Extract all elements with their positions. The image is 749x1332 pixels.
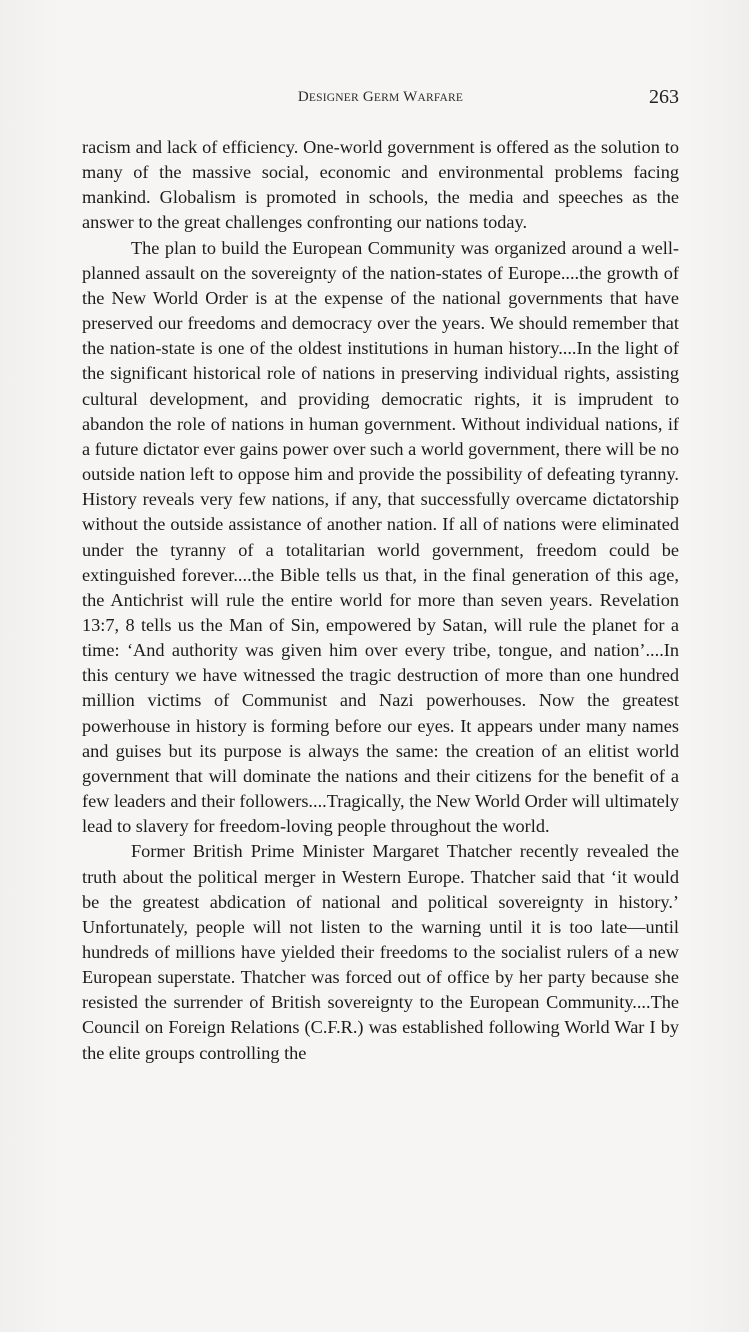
title-initial: W — [403, 89, 418, 105]
paragraph: racism and lack of efficiency. One-world government is offered as the solution to many of the massive social, economic and environmental problems facing mankind. Globalism is promoted in schools, the media and speeches as the answer to the great challenges confronting our nations today. — [82, 137, 679, 233]
paragraph: The plan to build the European Community was organized around a well-planned assault on the sovereignty of the nation-states of Europe....the growth of the New World Order is at the expense of the national governments that have preserved our freedoms and democracy over the years. We should remember that the nation-state is one of the oldest institutions in human history....In the light of the significant historical role of nations in preserving individual rights, assisting cultural development, and providing democratic rights, it is imprudent to abandon the role of nations in human government. Without individual nations, if a future dictator ever gains power over such a world government, there will be no outside nation left to oppose him and provide the possibility of defeating tyranny. History reveals very few nations, if any, that successfully overcame dictatorship without the outside assistance of another nation. If all of nations were eliminated under the tyranny of a totalitarian world government, freedom could be extinguished forever....the Bible tells us that, in the final generation of this age, the Antichrist will rule the entire world for more than seven years. Revelation 13:7, 8 tells us the Man of Sin, empowered by Satan, will rule the planet for a time: ‘And authority was given him over every tribe, tongue, and nation’....In this century we have witnessed the tragic destruction of more than one hundred million victims of Communist and Nazi powerhouses. Now the greatest powerhouse in history is forming before our eyes. It appears under many names and guises but its purpose is always the same: the creation of an elitist world government that will dominate the nations and their citizens for the benefit of a few leaders and their followers....Tragically, the New World Order will ultimately lead to slavery for freedom-loving people throughout the world. — [82, 237, 679, 837]
title-rest: ARFARE — [417, 92, 464, 104]
page-number: 263 — [649, 86, 679, 108]
running-head — [82, 86, 679, 112]
title-rest: ERM — [373, 92, 400, 104]
running-title — [82, 89, 679, 106]
title-rest: ESIGNER — [308, 92, 359, 104]
body-text — [82, 135, 679, 1066]
title-initial: G — [362, 89, 374, 105]
paragraph: Former British Prime Minister Margaret Thatcher recently revealed the truth about the political merger in Western Europe. Thatcher said that ‘it would be the greatest abdication of national and political sovereignty in history.’ Unfortunately, people will not listen to the warning until it is too late—until hundreds of millions have yielded their freedoms to the socialist rulers of a new European superstate. Thatcher was forced out of office by her party because she resisted the surrender of British sovereignty to the European Community....The Council on Foreign Relations (C.F.R.) was established following World War I by the elite groups controlling the — [82, 841, 679, 1063]
title-initial: D — [297, 89, 309, 105]
